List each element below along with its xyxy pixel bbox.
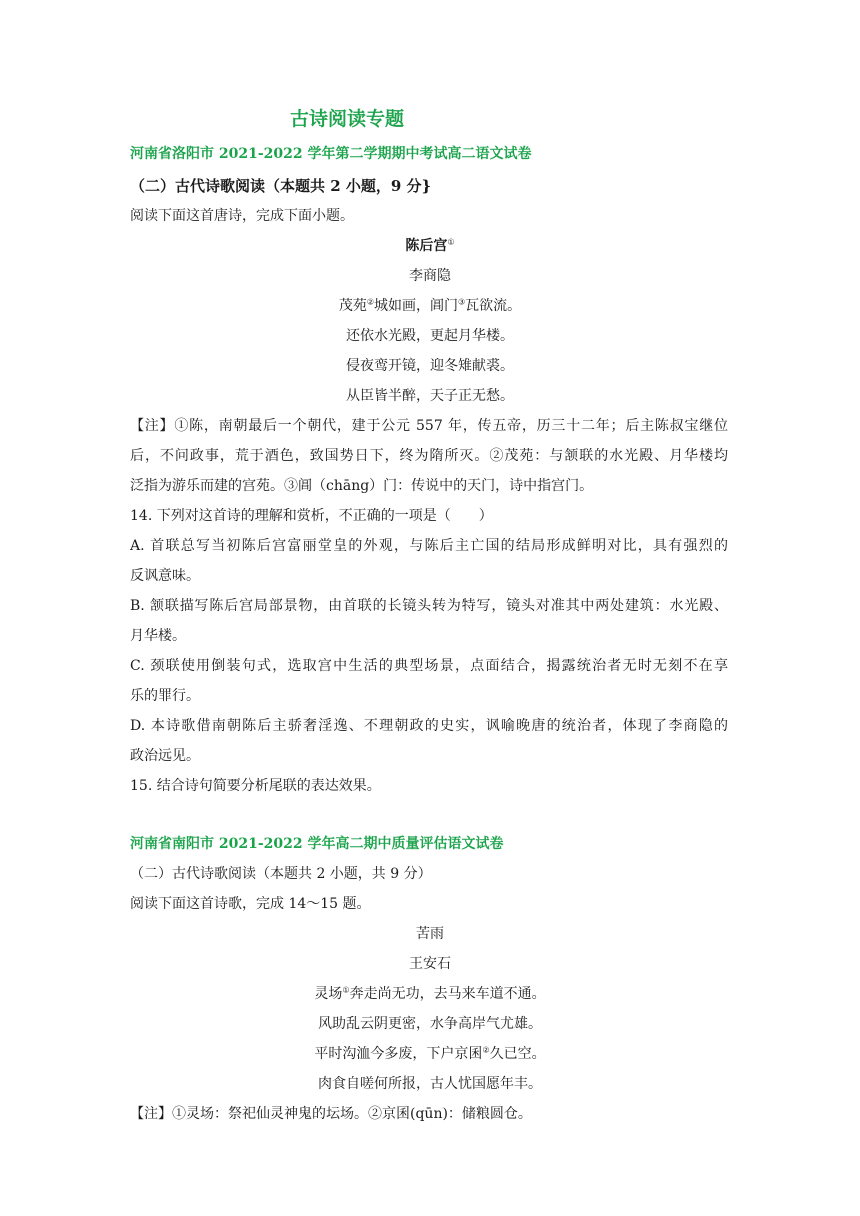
footnote-marker: ② xyxy=(366,297,374,307)
intro-text-1: 阅读下面这首唐诗，完成下面小题。 xyxy=(130,208,354,224)
intro-text-2: 阅读下面这首诗歌，完成 14～15 题。 xyxy=(130,896,371,912)
poem2-line-2: 风助乱云阴更密，水争高岸气尤雄。 xyxy=(318,1016,542,1032)
poem-author-1: 李商隐 xyxy=(409,268,451,284)
document-title: 古诗阅读专题 xyxy=(290,108,405,130)
poem-line-3: 侵夜鸾开镜，迎冬雉献裘。 xyxy=(346,358,514,374)
option-a-line-1: A. 首联总写当初陈后宫富丽堂皇的外观，与陈后主亡国的结局形成鲜明对比，具有强烈的 xyxy=(130,538,728,554)
poem-text: 瓦欲流。 xyxy=(465,298,522,314)
note-line-1: 【注】①陈，南朝最后一个朝代，建于公元 557 年，传五帝，历三十二年；后主陈叔宝继位 xyxy=(130,418,728,434)
poem-author-2: 王安石 xyxy=(409,956,451,972)
option-c-line-2: 乐的罪行。 xyxy=(130,688,200,704)
note-line-2: 后，不问政事，荒于酒色，致国势日下，终为隋所灭。②茂苑：与颔联的水光殿、月华楼均 xyxy=(130,448,728,464)
source-nanyang: 河南省南阳市 2021-2022 学年高二期中质量评估语文试卷 xyxy=(130,836,504,852)
poem-text: 灵场 xyxy=(314,986,343,1002)
footnote-marker: ① xyxy=(447,237,455,247)
section-heading-1: （二）古代诗歌阅读（本题共 2 小题，9 分} xyxy=(130,177,432,195)
option-b-line-2: 月华楼。 xyxy=(130,628,186,644)
poem2-line-4: 肉食自嗟何所报，古人忧国愿年丰。 xyxy=(318,1076,542,1092)
poem-text: 茂苑 xyxy=(338,298,367,314)
footnote-marker: ② xyxy=(482,1045,490,1055)
poem-line-4: 从臣皆半醉，天子正无愁。 xyxy=(346,388,514,404)
poem-title-text: 陈后宫 xyxy=(405,238,448,254)
poem2-line-3 xyxy=(0,1044,860,1064)
source-luoyang: 河南省洛阳市 2021-2022 学年第二学期期中考试高二语文试卷 xyxy=(130,146,532,162)
option-d-line-1: D. 本诗歌借南朝陈后主骄奢淫逸、不理朝政的史实，讽喻晚唐的统治者，体现了李商隐的 xyxy=(130,718,728,734)
poem-line-1 xyxy=(0,296,860,316)
poem-title-1 xyxy=(0,236,860,256)
poem-title-2: 苦雨 xyxy=(416,926,444,942)
footnote-marker: ③ xyxy=(458,297,466,307)
poem-text: 久已空。 xyxy=(489,1046,546,1062)
footnote-marker: ① xyxy=(342,985,350,995)
question-14: 14. 下列对这首诗的理解和赏析，不正确的一项是（ ） xyxy=(130,508,493,524)
option-b-line-1: B. 颔联描写陈后宫局部景物，由首联的长镜头转为特写，镜头对准其中两处建筑：水光殿、 xyxy=(130,598,728,614)
poem-line-2: 还依水光殿，更起月华楼。 xyxy=(346,328,514,344)
note-2: 【注】①灵场：祭祀仙灵神鬼的坛场。②京囷(qūn)：储粮圆仓。 xyxy=(130,1106,532,1122)
poem2-line-1 xyxy=(0,984,860,1004)
option-d-line-2: 政治远见。 xyxy=(130,748,200,764)
section-heading-2: （二）古代诗歌阅读（本题共 2 小题，共 9 分） xyxy=(130,866,432,882)
option-c-line-1: C. 颈联使用倒装句式，选取宫中生活的典型场景，点面结合，揭露统治者无时无刻不在享 xyxy=(130,658,728,674)
question-15: 15. 结合诗句简要分析尾联的表达效果。 xyxy=(130,778,381,794)
poem-text: 奔走尚无功，去马来车道不通。 xyxy=(349,986,546,1002)
poem-text: 平时沟洫今多废，下户京囷 xyxy=(314,1046,483,1062)
note-line-3: 泛指为游乐而建的宫苑。③阊（chāng）门：传说中的天门，诗中指宫门。 xyxy=(130,478,594,494)
poem-text: 城如画，阊门 xyxy=(374,298,458,314)
option-a-line-2: 反讽意味。 xyxy=(130,568,200,584)
